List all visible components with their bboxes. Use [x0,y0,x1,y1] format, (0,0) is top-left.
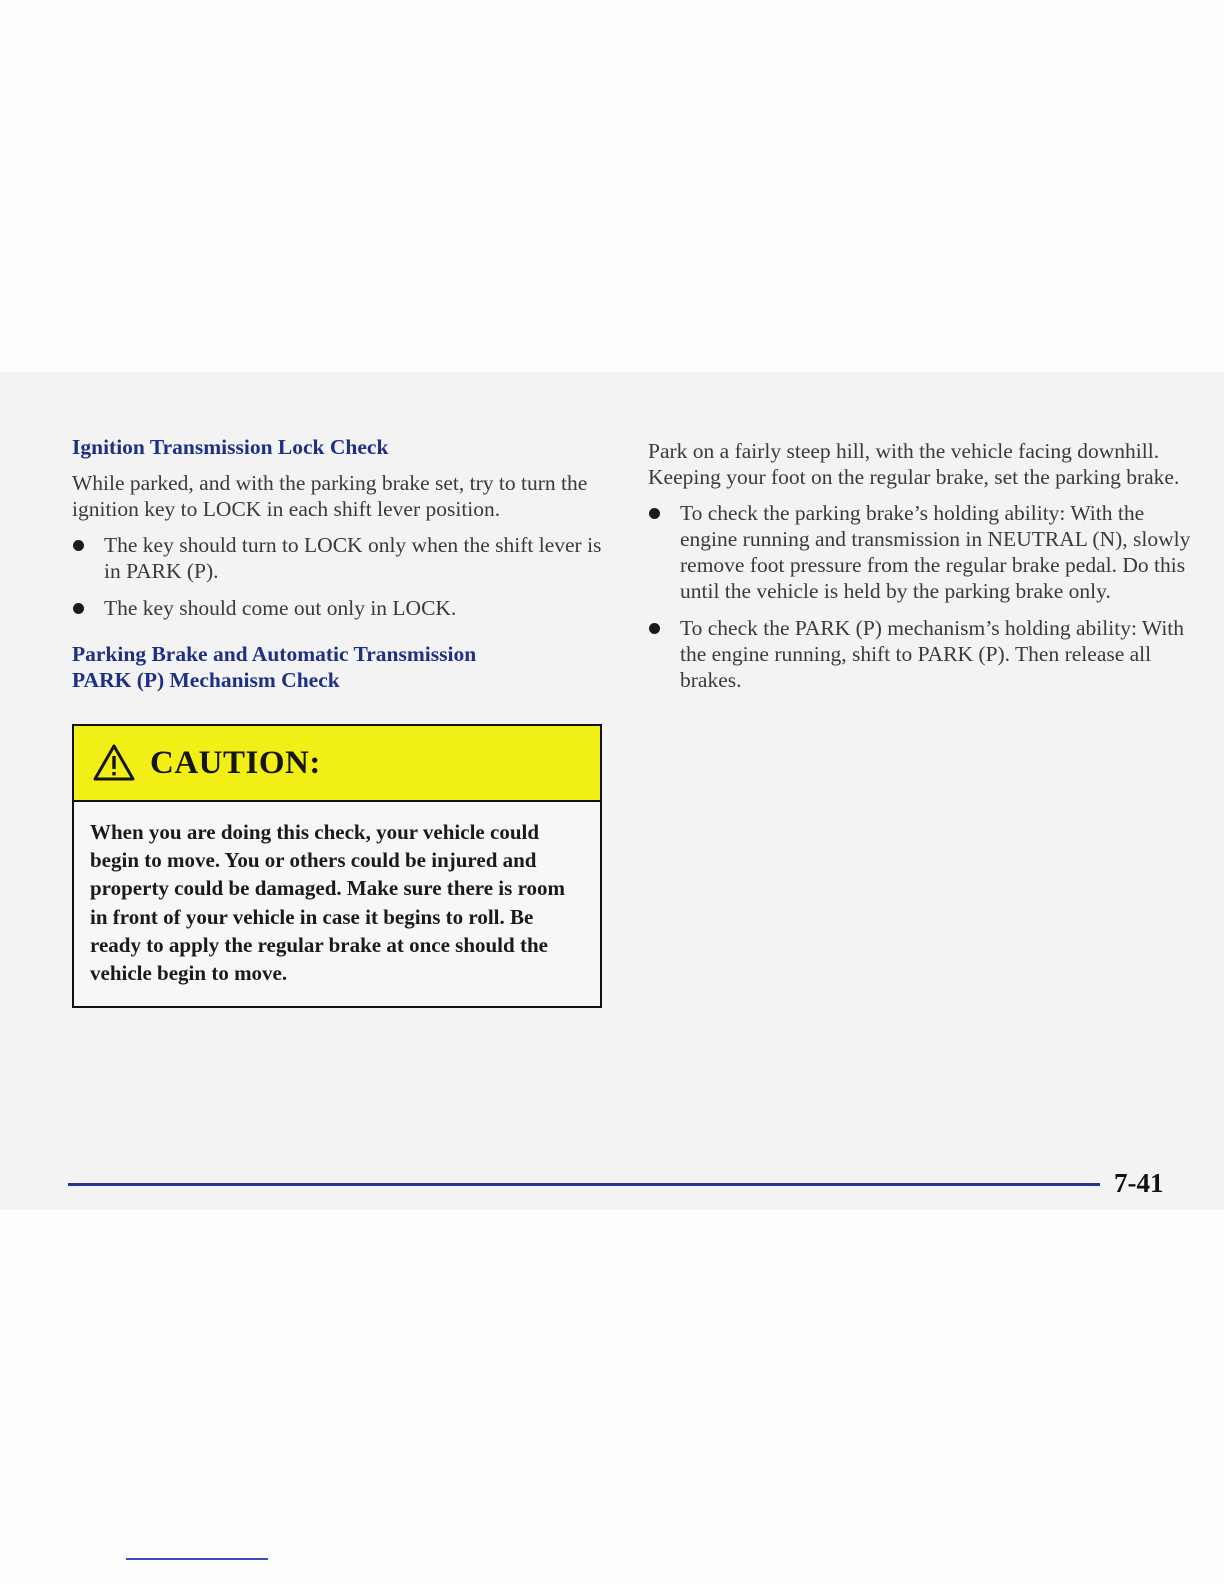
heading-line-2: PARK (P) Mechanism Check [72,668,340,692]
section-heading-parking-brake [72,641,612,693]
bullet-icon [73,540,84,551]
caution-box [72,724,602,1008]
bullet-icon [649,508,660,519]
heading-line-1: Parking Brake and Automatic Transmission [72,642,477,666]
warning-triangle-icon [92,743,136,783]
bottom-underline [126,1558,268,1560]
footer-rule [68,1183,1100,1186]
caution-header [74,726,600,802]
bullet-icon [73,603,84,614]
bullet-icon [649,623,660,634]
list-item [648,500,1193,604]
list-item-text: To check the parking brake’s holding ability: With the engine running and transmission in NEUTRAL (N), slowly remove foot pressure from the regular brake pedal. Do this until the vehicle is held by the parking brake only. [680,501,1191,603]
list-item [72,595,612,621]
parking-brake-bullet-list [648,500,1193,693]
list-item-text: The key should turn to LOCK only when the shift lever is in PARK (P). [104,533,602,583]
ignition-lock-intro: While parked, and with the parking brake set, try to turn the ignition key to LOCK in each shift lever position. [72,471,588,521]
list-item [648,615,1193,693]
page-number: 7-41 [1114,1168,1164,1198]
section-heading-ignition-lock: Ignition Transmission Lock Check [72,435,389,459]
ignition-lock-bullet-list [72,532,612,621]
parking-brake-intro: Park on a fairly steep hill, with the vehicle facing downhill. Keeping your foot on the regular brake, set the parking brake. [648,439,1180,489]
left-column [72,434,612,703]
list-item-text: To check the PARK (P) mechanism’s holding ability: With the engine running, shift to PARK (P). Then release all brakes. [680,616,1185,692]
caution-body-text: When you are doing this check, your vehicle could begin to move. You or others could be injured and property could be damaged. Make sure there is room in front of your vehicle in case it begins to roll. Be ready to apply the regular brake at once should the vehicle begin to move. [90,820,566,986]
list-item-text: The key should come out only in LOCK. [104,596,457,620]
right-column [648,438,1193,704]
list-item [72,532,612,584]
caution-title: CAUTION: [150,744,321,781]
